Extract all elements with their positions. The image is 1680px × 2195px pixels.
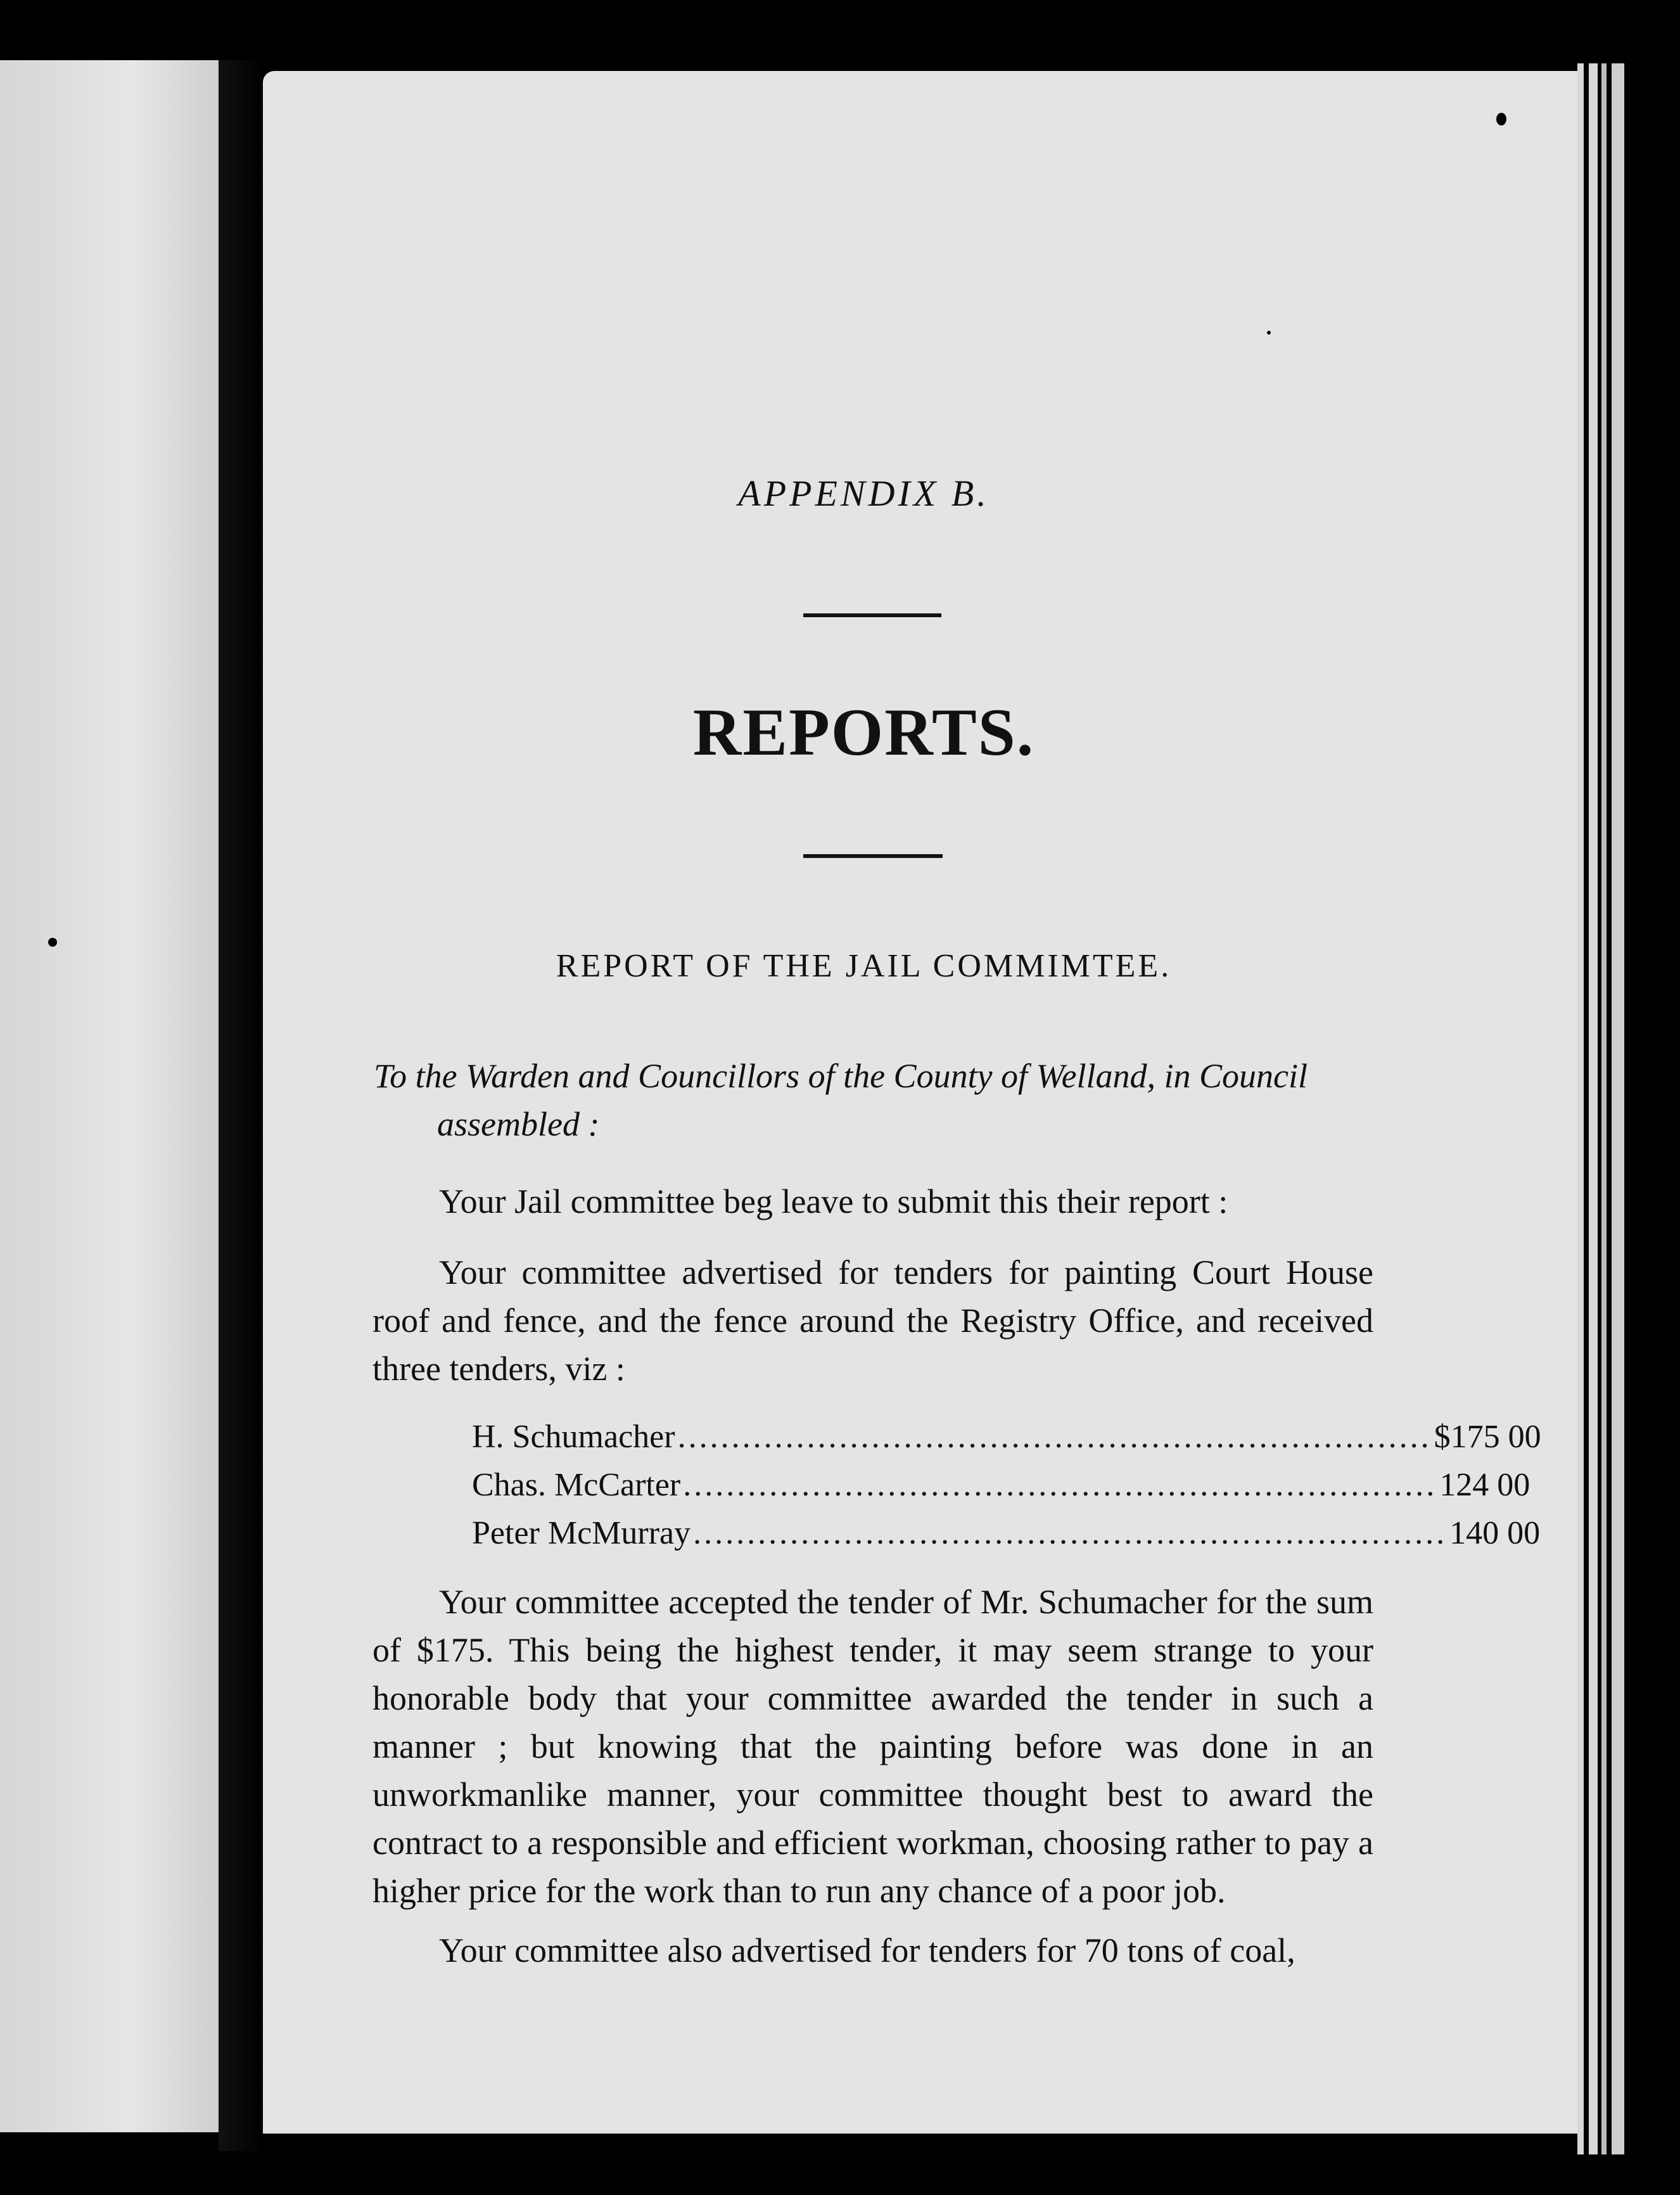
tender-name: Chas. McCarter <box>472 1467 681 1503</box>
tender-row <box>472 1461 1530 1509</box>
tender-amount: 140 00 <box>1449 1515 1541 1551</box>
title-rule-bottom <box>803 854 943 858</box>
section-title: REPORTS. <box>692 695 1035 769</box>
leader-dots: ...................................................................... <box>677 1419 1432 1455</box>
tender-list <box>472 1413 1541 1558</box>
address-line: To the Warden and Councillors of the County of Welland, in Council <box>374 1057 1308 1095</box>
tender-amount: $175 00 <box>1434 1419 1541 1455</box>
report-heading: REPORT OF THE JAIL COMMIMTEE. <box>556 948 1172 984</box>
tender-name: H. Schumacher <box>472 1419 675 1455</box>
tender-amount: 124 00 <box>1439 1467 1530 1503</box>
title-rule-top <box>803 613 941 617</box>
address-line: assembled : <box>437 1105 600 1143</box>
paragraph: Your Jail committee beg leave to submit this their report : <box>439 1182 1228 1220</box>
leader-dots: ...................................................................... <box>693 1515 1448 1551</box>
tender-row <box>472 1509 1541 1558</box>
paragraph: Your committee advertised for tenders for painting Court House roof and fence, and the fence around the Registry Office, and received three tenders, viz : <box>372 1253 1373 1388</box>
appendix-label: APPENDIX B. <box>738 473 990 514</box>
paragraph: Your committee accepted the tender of Mr. Schumacher for the sum of $175. This being the highest tender, it may seem strange to your honorable body that your committee awarded the tender in such a manner ; but knowing that the painting before was done in an unworkmanlike manner, your committee thought best to award the contract to a responsible and efficient workman, choosing rather to pay a higher price for the work than to run any chance of a poor job. <box>372 1583 1373 1910</box>
paragraph: Your committee also advertised for tenders for 70 tons of coal, <box>439 1931 1295 1969</box>
tender-name: Peter McMurray <box>472 1515 691 1551</box>
address-salutation <box>374 1052 1375 1148</box>
tender-row <box>472 1413 1541 1461</box>
leader-dots: ...................................................................... <box>683 1467 1437 1503</box>
